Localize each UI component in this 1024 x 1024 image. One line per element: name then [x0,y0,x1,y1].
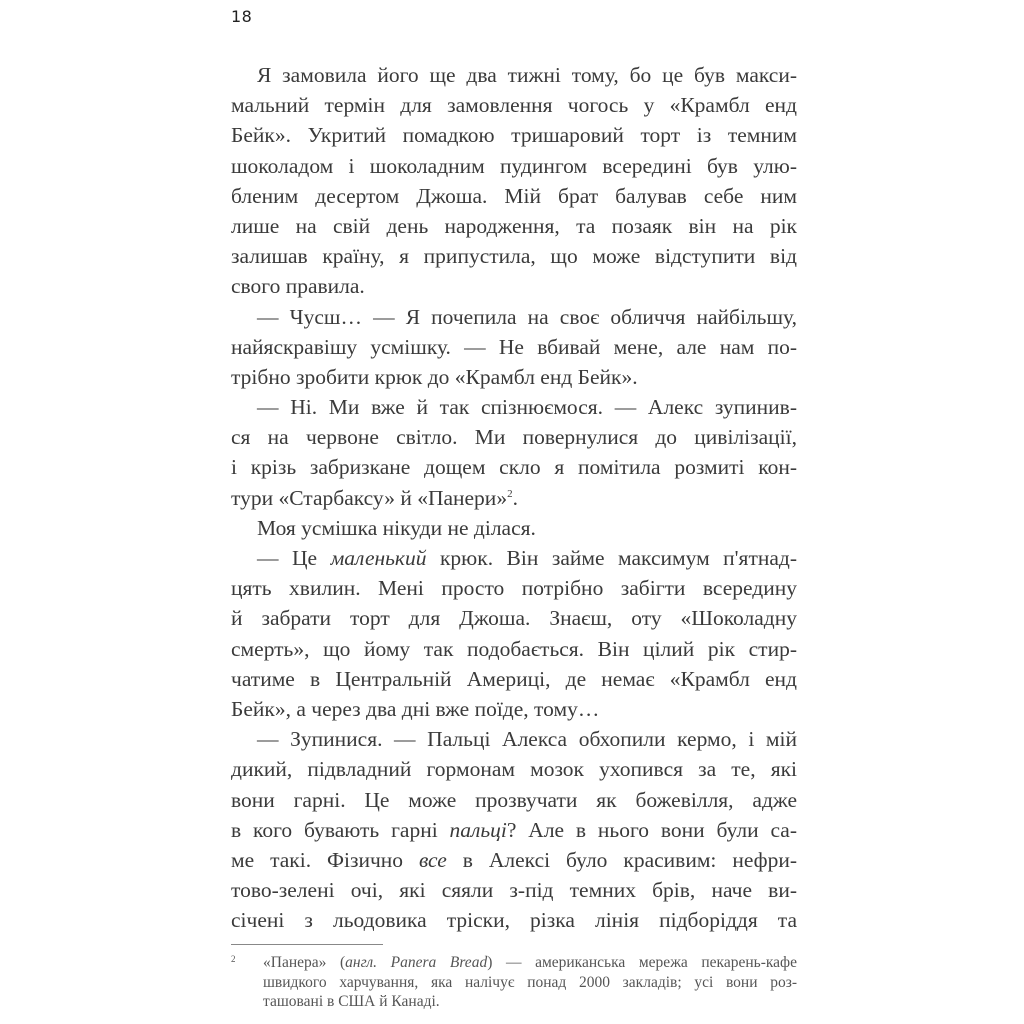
footnote-marker: 2 [231,954,236,964]
text-line [231,483,797,513]
text-segment: тури «Старбаксу» й «Панери» [231,485,508,510]
text-line: бленим десертом Джоша. Мій брат балував себе ним [231,183,797,208]
text-line: — Чусш… — Я почепила на своє обличчя найбільшу, [257,304,797,329]
text-segment: ) — американська мережа пекарень-кафе [487,954,797,971]
text-line: Моя усмішка нікуди не ділася. [257,515,536,540]
italic-emphasis: пальці [449,817,507,842]
text-line: тово-зелені очі, які сяяли з-під темних брів, наче ви- [231,878,797,903]
text-line: ся на червоне світло. Ми повернулися до цивілізації, [231,425,797,450]
text-segment: ме такі. Фізично [231,847,419,872]
footnote [231,953,797,1012]
footnote-reference[interactable]: 2 [507,487,513,500]
text-line [231,845,797,875]
text-segment: — Це [257,546,331,570]
text-line: Бейк», а через два дні вже поїде, тому… [231,696,600,721]
text-line: трібно зробити крюк до «Крамбл енд Бейк». [231,364,638,389]
text-line: — Зупинися. — Пальці Алекса обхопили кермо, і мій [257,727,797,752]
italic-emphasis: англ. Panera Bread [345,954,488,971]
text-line: шоколадом і шоколадним пудингом всередині був улю- [231,153,797,178]
page-number: 18 [231,7,253,26]
text-line: свого правила. [231,274,365,299]
footnote-line [263,953,797,973]
text-line: дикий, підвладний гормонам мозок ухопився за те, які [231,757,797,782]
text-segment: в Алексі було красивим: нефри- [446,847,797,872]
footnote-body [263,953,797,1012]
footnote-line: ташовані в США й Канаді. [263,993,440,1010]
text-line: чатиме в Центральній Америці, де немає «Крамбл енд [231,666,797,691]
text-line: Бейк». Укритий помадкою тришаровий торт із темним [231,123,797,148]
text-line: січені з льодовика тріски, різка лінія підборіддя та [231,908,797,933]
text-segment: ? Але в нього вони були са- [506,817,797,842]
text-segment: крюк. Він займе максимум п'ятнад- [426,546,797,570]
text-line: Я замовила його ще два тижні тому, бо це був макси- [257,63,797,87]
text-segment: «Панера» ( [263,954,346,971]
text-segment: . [512,485,518,510]
text-line: цять хвилин. Мені просто потрібно забігти всередину [231,576,797,601]
text-line: лише на свій день народження, та позаяк він на рік [231,213,797,238]
text-line: залишав країну, я припустила, що може відступити від [231,244,797,269]
italic-emphasis: все [418,847,447,872]
text-line: мальний термін для замовлення чогось у «Крамбл енд [231,93,797,118]
text-line [231,543,797,573]
footnote-divider [231,944,383,945]
text-line: й забрати торт для Джоша. Знаєш, оту «Шоколадну [231,606,797,631]
text-line: найяскравішу усмішку. — Не вбивай мене, але нам по- [231,334,797,359]
text-segment: в кого бувають гарні [231,817,450,842]
text-line: вони гарні. Це може прозвучати як божевілля, адже [231,787,797,812]
italic-emphasis: маленький [330,546,427,570]
text-line: смерть», що йому так подобається. Він цілий рік стир- [231,636,797,661]
text-line [231,815,797,845]
body-text [231,60,797,935]
text-line: — Ні. Ми вже й так спізнюємося. — Алекс зупинив- [257,395,797,420]
text-line: і крізь забризкане дощем скло я помітила розмиті кон- [231,455,797,480]
footnote-line: швидкого харчування, яка налічує понад 2000 закладів; усі вони роз- [263,973,797,991]
